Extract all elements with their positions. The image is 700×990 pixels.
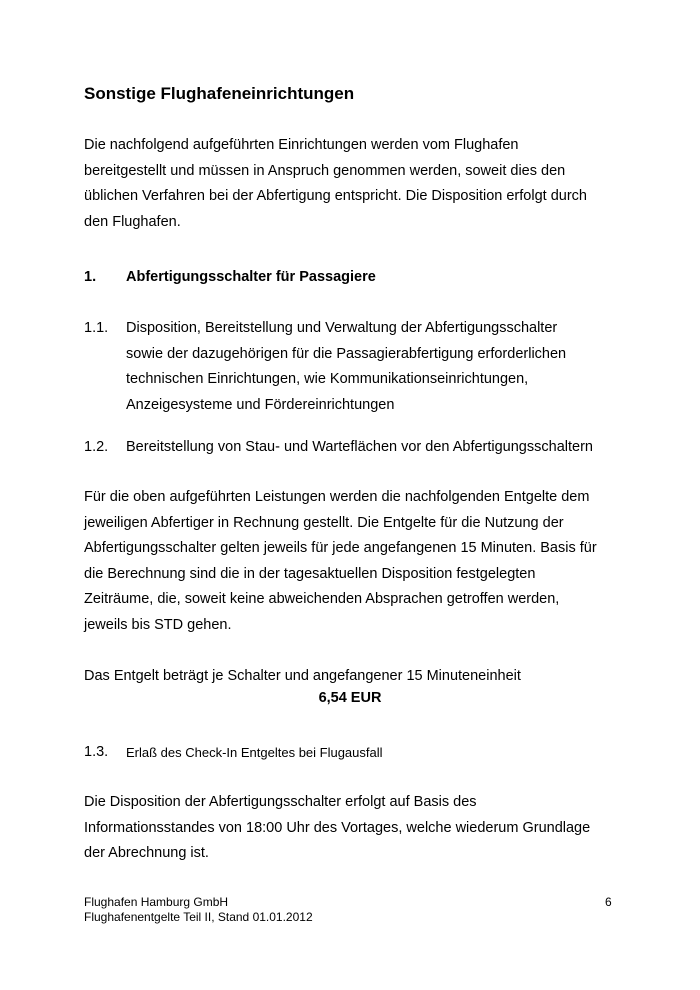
disposition-line: Informationsstandes von 18:00 Uhr des Vortages, welche wiederum Grundlage (84, 819, 591, 836)
item-1-2-number: 1.2. (84, 439, 109, 455)
disposition-paragraph (84, 790, 632, 867)
item-1-1-line: Disposition, Bereitstellung und Verwaltung der Abfertigungsschalter (126, 320, 558, 336)
item-1-3 (84, 740, 632, 766)
intro-paragraph (84, 133, 632, 235)
footer (84, 895, 313, 925)
intro-line: Die nachfolgend aufgeführten Einrichtungen werden vom Flughafen (84, 137, 519, 153)
disposition-line: der Abrechnung ist. (84, 845, 209, 862)
item-1-1-number: 1.1. (84, 320, 109, 336)
intro-line: den Flughafen. (84, 213, 181, 230)
fee-sentence: Das Entgelt beträgt je Schalter und angefangener 15 Minuteneinheit (84, 668, 521, 684)
intro-line: üblichen Verfahren bei der Abfertigung entspricht. Die Disposition erfolgt durch (84, 188, 587, 205)
item-1-1-line: technischen Einrichtungen, wie Kommunikationseinrichtungen, (126, 371, 529, 388)
section-1-heading (84, 265, 632, 291)
disposition-line: Die Disposition der Abfertigungsschalter erfolgt auf Basis des (84, 794, 477, 810)
section-1-number: 1. (84, 269, 97, 285)
fees-line: jeweiligen Abfertiger in Rechnung gestellt. Die Entgelte für die Nutzung der (84, 514, 564, 531)
fees-line: Abfertigungsschalter gelten jeweils für jede angefangenen 15 Minuten. Basis für (84, 540, 597, 557)
footer-document-info: Flughafenentgelte Teil II, Stand 01.01.2012 (84, 910, 313, 924)
fees-line: Zeiträume, die, soweit keine abweichenden Absprachen getroffen werden, (84, 591, 560, 608)
item-1-1-line: Anzeigesysteme und Fördereinrichtungen (126, 396, 395, 413)
page-title: Sonstige Flughafeneinrichtungen (84, 84, 355, 103)
fee-amount: 6,54 EUR (318, 690, 382, 706)
fees-line: die Berechnung sind die in der tagesaktuellen Disposition festgelegten (84, 565, 536, 582)
item-1-1-line: sowie der dazugehörigen für die Passagierabfertigung erforderlichen (126, 345, 567, 362)
footer-company: Flughafen Hamburg GmbH (84, 895, 229, 909)
item-1-3-text: Erlaß des Check-In Entgeltes bei Flugausfall (126, 745, 383, 760)
item-1-2-text: Bereitstellung von Stau- und Warteflächen vor den Abfertigungsschaltern (126, 439, 593, 455)
intro-line: bereitgestellt und müssen in Anspruch genommen werden, soweit dies den (84, 162, 566, 179)
item-1-1 (84, 316, 632, 418)
item-1-2 (84, 435, 632, 461)
item-1-1-text (126, 316, 632, 418)
fees-paragraph (84, 485, 632, 639)
page-number: 6 (605, 895, 612, 909)
item-1-3-number: 1.3. (84, 744, 109, 760)
fees-line: Für die oben aufgeführten Leistungen werden die nachfolgenden Entgelte dem (84, 489, 590, 505)
fees-line: jeweils bis STD gehen. (84, 616, 232, 633)
section-1-title: Abfertigungsschalter für Passagiere (126, 269, 376, 285)
